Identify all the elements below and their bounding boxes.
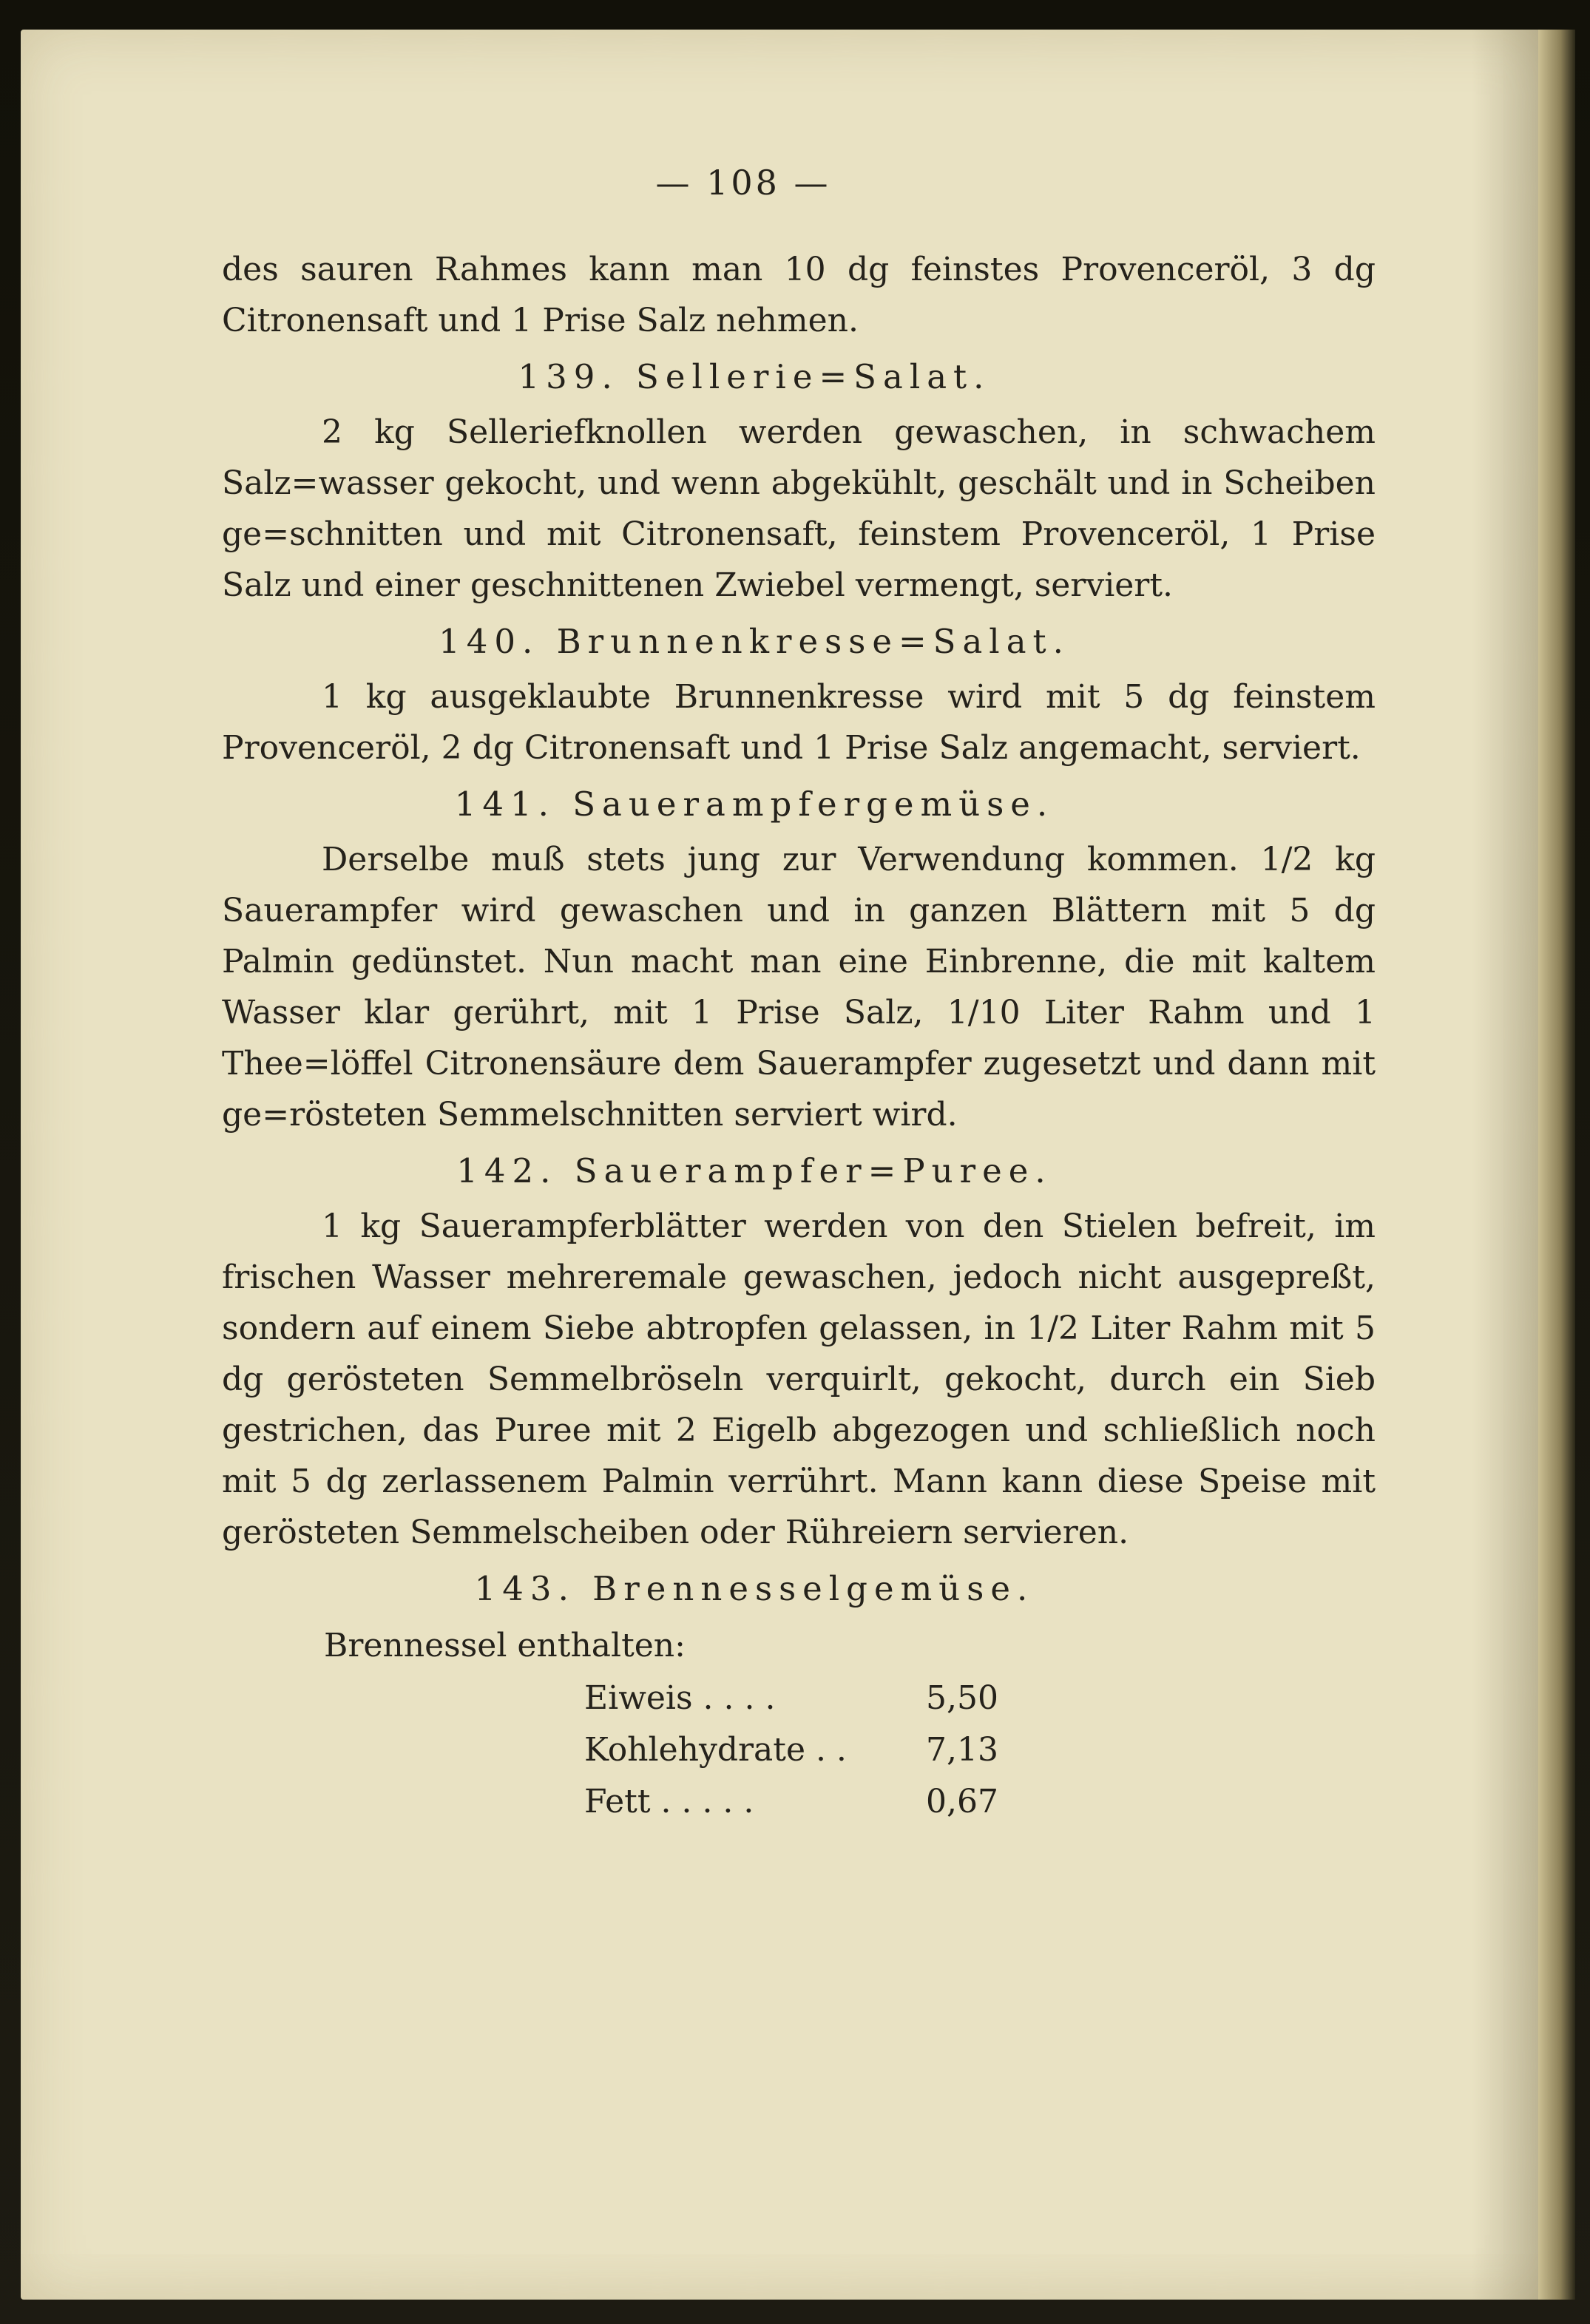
nutrition-heading: Brennessel enthalten: <box>324 1627 686 1664</box>
nutrition-row <box>584 1672 998 1724</box>
recipe-title-139: 139. Sellerie=Salat. <box>518 357 991 396</box>
page-number: — 108 — <box>655 163 831 203</box>
nutrition-row <box>584 1724 998 1775</box>
page-content <box>222 163 1376 1827</box>
nutrition-label: Fett . . . . . <box>584 1782 754 1820</box>
recipe-title-142: 142. Sauerampfer=Puree. <box>456 1151 1052 1190</box>
nutrition-table <box>584 1672 998 1827</box>
recipe-body-141: Derselbe muß stets jung zur Verwendung kommen. 1/2 kg Sauerampfer wird gewaschen und in ganzen Blättern mit 5 dg Palmin gedünstet. Nun macht man eine Einbrenne, die mit kaltem Wasser klar gerührt, mit 1 Prise Salz, 1/10 Liter Rahm und 1 Thee=löffel Citronensäure dem Sauerampfer zugesetzt und dann mit ge=rösteten Semmelschnitten serviert wird. <box>222 841 1376 1134</box>
recipe-body-140: 1 kg ausgeklaubte Brunnenkresse wird mit 5 dg feinstem Provenceröl, 2 dg Citronensaft und 1 Prise Salz angemacht, serviert. <box>222 678 1376 767</box>
nutrition-label: Eiweis . . . . <box>584 1678 776 1717</box>
nutrition-row <box>584 1775 998 1827</box>
paragraph-continuation: des sauren Rahmes kann man 10 dg feinstes Provenceröl, 3 dg Citronensaft und 1 Prise Salz nehmen. <box>222 251 1376 339</box>
page-fold-shadow <box>1472 30 1538 2300</box>
nutrition-label: Kohlehydrate . . <box>584 1730 847 1769</box>
recipe-title-141: 141. Sauerampfergemüse. <box>454 785 1055 824</box>
recipe-title-140: 140. Brunnenkresse=Salat. <box>439 622 1070 661</box>
page-edge <box>1538 30 1575 2300</box>
nutrition-value: 7,13 <box>926 1730 998 1769</box>
recipe-title-143: 143. Brennesselgemüse. <box>474 1569 1035 1608</box>
recipe-body-142: 1 kg Sauerampferblätter werden von den Stielen befreit, im frischen Wasser mehreremale gewaschen, jedoch nicht ausgepreßt, sondern auf einem Siebe abtropfen gelassen, in 1/2 Liter Rahm mit 5 dg gerösteten Semmelbröseln verquirlt, gekocht, durch ein Sieb gestrichen, das Puree mit 2 Eigelb abgezogen und schließlich noch mit 5 dg zerlassenem Palmin verrührt. Mann kann diese Speise mit gerösteten Semmelscheiben oder Rühreiern servieren. <box>222 1207 1376 1551</box>
nutrition-value: 5,50 <box>926 1678 998 1717</box>
recipe-body-139: 2 kg Selleriefknollen werden gewaschen, in schwachem Salz=wasser gekocht, und wenn abgekühlt, geschält und in Scheiben ge=schnitten und mit Citronensaft, feinstem Provenceröl, 1 Prise Salz und einer geschnittenen Zwiebel vermengt, serviert. <box>222 413 1376 604</box>
nutrition-value: 0,67 <box>926 1782 998 1820</box>
